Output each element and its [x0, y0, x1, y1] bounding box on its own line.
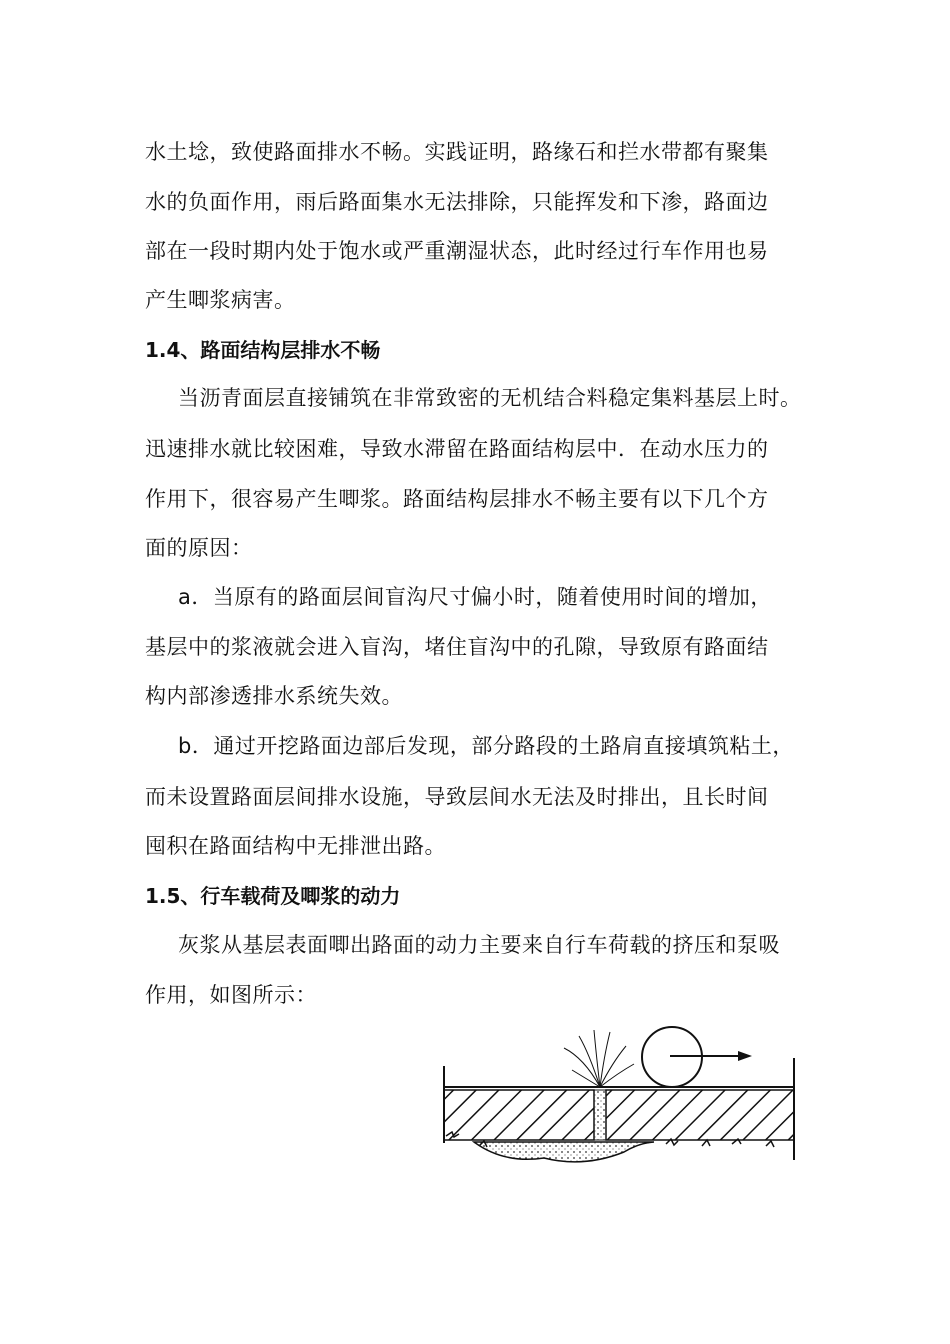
- para2-line-4: 面的原因：: [145, 536, 253, 560]
- item-b-line-2: 而未设置路面层间排水设施，导致层间水无法及时排出，且长时间: [145, 785, 769, 809]
- item-a-line-2: 基层中的浆液就会进入盲沟，堵住盲沟中的孔隙，导致原有路面结: [145, 635, 769, 659]
- wheel-pumping-diagram-icon: [434, 1018, 804, 1168]
- section-heading-1-4: 1.4、路面结构层排水不畅: [145, 338, 381, 362]
- section-heading-1-5: 1.5、行车载荷及唧浆的动力: [145, 884, 401, 908]
- para1-line-2: 水的负面作用，雨后路面集水无法排除，只能挥发和下渗，路面边: [145, 190, 769, 214]
- para1-line-3: 部在一段时期内处于饱水或严重潮湿状态，此时经过行车作用也易: [145, 239, 769, 263]
- item-a-line-1: a．当原有的路面层间盲沟尺寸偏小时，随着使用时间的增加，: [178, 585, 772, 609]
- para3-line-1: 灰浆从基层表面唧出路面的动力主要来自行车荷载的挤压和泵吸: [178, 933, 780, 957]
- para2-line-2: 迅速排水就比较困难，导致水滞留在路面结构层中．在动水压力的: [145, 437, 769, 461]
- para2-line-1: 当沥青面层直接铺筑在非常致密的无机结合料稳定集料基层上时。: [178, 386, 802, 410]
- item-b-line-3: 囤积在路面结构中无排泄出路。: [145, 834, 446, 858]
- para1-line-1: 水土埝，致使路面排水不畅。实践证明，路缘石和拦水带都有聚集: [145, 140, 769, 164]
- para3-line-2: 作用，如图所示：: [145, 983, 317, 1007]
- item-a-line-3: 构内部渗透排水系统失效。: [145, 684, 403, 708]
- para1-line-4: 产生唧浆病害。: [145, 288, 296, 312]
- para2-line-3: 作用下，很容易产生唧浆。路面结构层排水不畅主要有以下几个方: [145, 487, 769, 511]
- item-b-line-1: b．通过开挖路面边部后发现，部分路段的土路肩直接填筑粘土，: [178, 734, 794, 758]
